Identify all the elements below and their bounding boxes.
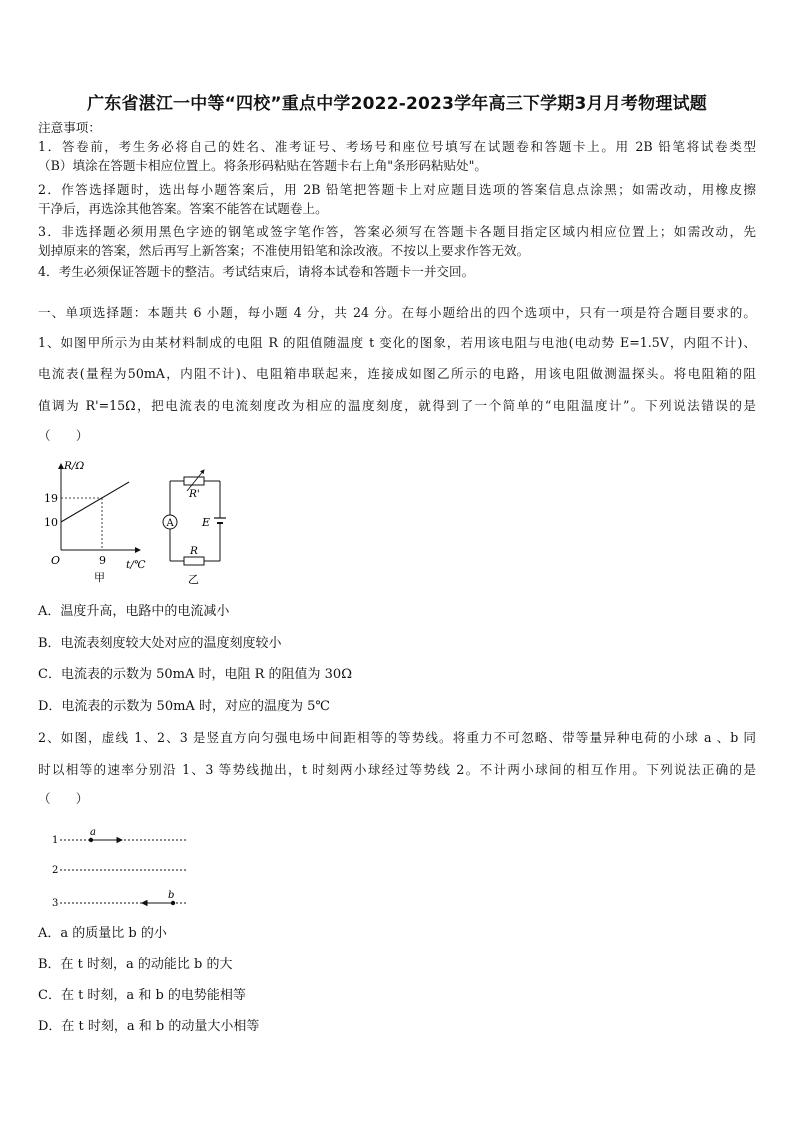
question-1-option-c: C．电流表的示数为 50mA 时，电阻 R 的阻值为 30Ω <box>38 667 352 682</box>
notice-line: 干净后，再选涂其他答案。答案不能答在试题卷上。 <box>38 201 328 216</box>
graph-data-line <box>61 482 129 522</box>
notice-line: 3．非选择题必须用黑色字迹的钢笔或签字笔作答，答案必须写在答题卡各题目指定区域内相应位置上；如需改动，先 <box>38 224 756 239</box>
question-2-option-a: A．a 的质量比 b 的小 <box>38 926 167 941</box>
equipotential-label-2: 2 <box>52 865 59 876</box>
question-2-option-d: D．在 t 时刻，a 和 b 的动量大小相等 <box>38 1019 260 1034</box>
ball-b-label: b <box>168 890 175 901</box>
graph-tick-9: 9 <box>99 554 106 567</box>
equipotential-label-1: 1 <box>52 835 59 846</box>
question-1-option-b: B．电流表刻度较大处对应的温度刻度较小 <box>38 636 282 651</box>
notice-line: （B）填涂在答题卡相应位置上。将条形码粘贴在答题卡右上角"条形码粘贴处"。 <box>38 158 488 173</box>
resistor-r <box>184 557 204 565</box>
notice-line: 1．答卷前，考生务必将自己的姓名、准考证号、考场号和座位号填写在试题卷和答题卡上。用 2B 铅笔将试卷类型 <box>38 139 756 154</box>
question-2-text: 时以相等的速率分别沿 1、3 等势线抛出，t 时刻两小球经过等势线 2。不计两小球间的相互作用。下列说法正确的是 <box>38 762 756 777</box>
question-2-option-c: C．在 t 时刻，a 和 b 的电势能相等 <box>38 988 246 1003</box>
graph-tick-10: 10 <box>44 516 58 529</box>
circuit-diagram <box>160 460 245 588</box>
question-1-option-d: D．电流表的示数为 50mA 时，对应的温度为 5℃ <box>38 699 330 714</box>
question-2-option-b: B．在 t 时刻，a 的动能比 b 的大 <box>38 957 233 972</box>
graph-y-label: R/Ω <box>64 460 85 472</box>
battery-label: E <box>202 516 211 529</box>
circuit-caption: 乙 <box>188 573 199 586</box>
notice-line: 划掉原来的答案，然后再写上新答案；不准使用铅笔和涂改液。不按以上要求作答无效。 <box>38 243 530 258</box>
resistor-r-label: R <box>190 545 198 557</box>
page-title: 广东省湛江一中等“四校”重点中学2022-2023学年高三下学期3月月考物理试题 <box>87 94 707 114</box>
resistance-temperature-graph <box>40 458 160 586</box>
question-2-blank: （ ） <box>38 791 89 806</box>
question-1-blank: （ ） <box>38 428 89 443</box>
question-1-text: 1、如图甲所示为由某材料制成的电阻 R 的阻值随温度 t 变化的图象，若用该电阻与电池(电动势 E=1.5V，内阻不计)、 <box>38 335 756 350</box>
resistance-box <box>184 477 204 485</box>
question-1-option-a: A．温度升高，电路中的电流减小 <box>38 604 230 619</box>
question-1-text: 电流表(量程为50mA，内阻不计)、电阻箱串联起来，连接成如图乙所示的电路，用该电阻做测温探头。将电阻箱的阻 <box>38 366 756 381</box>
graph-caption: 甲 <box>94 571 105 584</box>
notice-heading: 注意事项： <box>38 120 101 135</box>
graph-x-label: t/℃ <box>126 559 146 571</box>
section-heading: 一、单项选择题：本题共 6 小题，每小题 4 分，共 24 分。在每小题给出的四个选项中，只有一项是符合题目要求的。 <box>38 305 756 320</box>
graph-origin: O <box>51 554 61 567</box>
ammeter-label: A <box>166 518 174 529</box>
equipotential-label-3: 3 <box>52 898 59 909</box>
ball-a-label: a <box>90 827 96 838</box>
notice-line: 4．考生必须保证答题卡的整洁。考试结束后，请将本试卷和答题卡一并交回。 <box>38 264 475 279</box>
equipotential-figure <box>50 825 200 917</box>
question-1-text: 值调为 R'=15Ω，把电流表的电流刻度改为相应的温度刻度，就得到了一个简单的“电阻温度计”。下列说法错误的是 <box>38 398 756 413</box>
resistance-box-label: R' <box>189 488 200 500</box>
notice-line: 2．作答选择题时，选出每小题答案后，用 2B 铅笔把答题卡上对应题目选项的答案信息点涂黑；如需改动，用橡皮擦 <box>38 182 756 197</box>
graph-tick-19: 19 <box>44 492 58 505</box>
question-2-text: 2、如图，虚线 1、2、3 是竖直方向匀强电场中间距相等的等势线。将重力不可忽略、带等量异种电荷的小球 a 、b 同 <box>38 730 756 745</box>
